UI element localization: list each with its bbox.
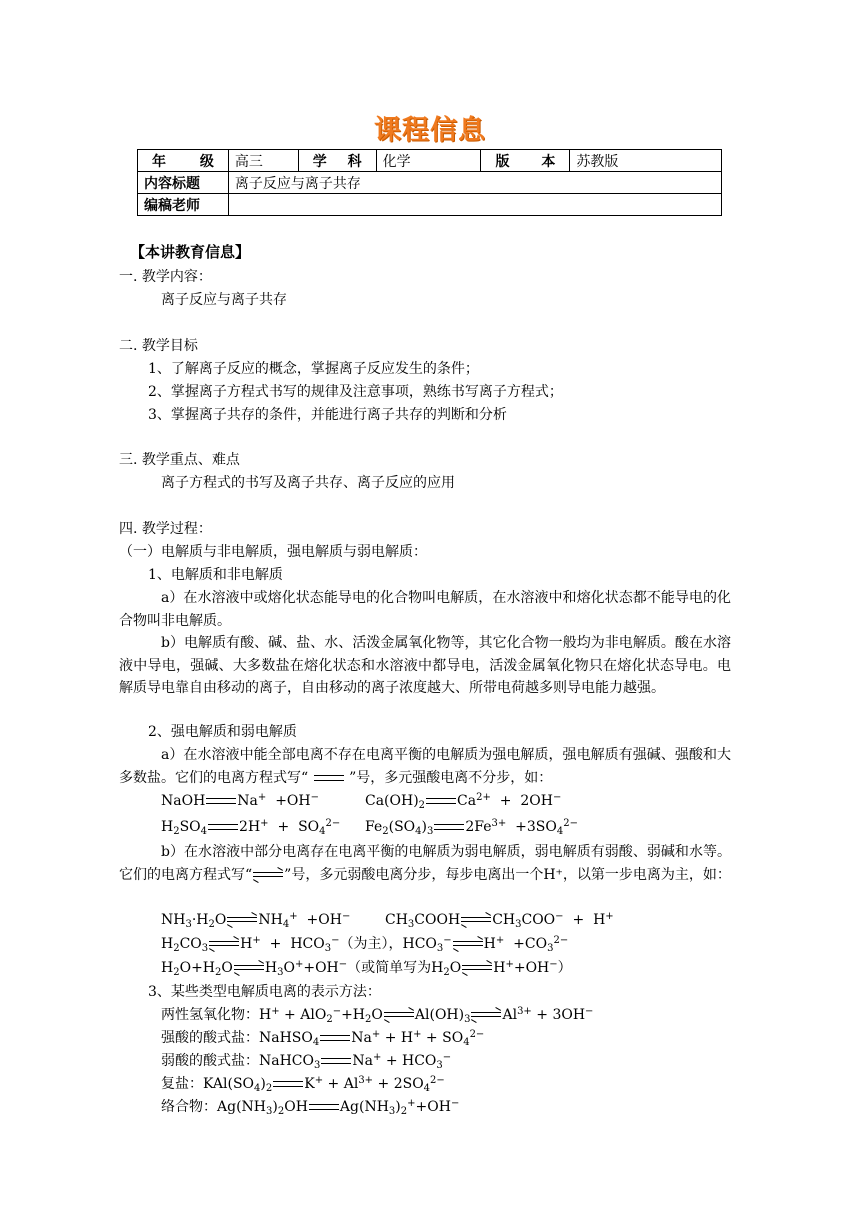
reversible-arrow-icon: [253, 871, 283, 879]
equation-h2so4: $H_2SO_4$ $2H^+ + SO_4^{2-}$: [161, 818, 341, 837]
equation-nahso4: 强酸的酸式盐：NaHSO$_4$ $Na^+ + H^+ + SO_4^{2-}$: [161, 1029, 485, 1048]
objective-item: 1、了解离子反应的概念，掌握离子反应发生的条件；: [148, 361, 479, 377]
equation-nh3h2o: $NH_3\cdot H_2O$ $NH_4^+ +OH^-$: [161, 911, 351, 930]
section-heading: 【本讲教育信息】: [130, 243, 251, 261]
section-4-title: 四. 教学过程：: [119, 521, 212, 537]
section-1-title: 一. 教学内容：: [119, 269, 212, 285]
editor-value: [228, 194, 721, 216]
edition-label: 版 本: [481, 150, 570, 172]
subject-value: 化学: [376, 150, 481, 172]
equation-fe2so43: $Fe_2(SO_4)_3$ $2Fe^{3+} +3SO_4^{2-}$: [365, 818, 578, 837]
equation-water: $H_2O+H_2O$ $H_3O^++OH^-$（或简单写为$H_2O$ H++OH−）: [161, 959, 572, 978]
equation-h2co3: $H_2CO_3$ $H^+ + HCO_3^-$（为主），$HCO_3^-$ $H^+ +CO_3^{2-}$: [161, 935, 569, 954]
part-1-sub-2: 2、强电解质和弱电解质: [148, 724, 297, 740]
section-2-title: 二. 教学目标: [119, 338, 198, 354]
paragraph-2a: a）在水溶液中能全部电离不存在电离平衡的电解质为强电解质，强电解质有强碱、强酸和大多数盐。它们的电离方程式写“ ”号，多元强酸电离不分步，如：: [119, 747, 731, 786]
objective-item: 3、掌握离子共存的条件，并能进行离子共存的判断和分析: [148, 407, 507, 423]
equation-amphoteric: 两性氢氧化物：$H^+ + AlO_2^-+H_2O$ $Al(OH)_3$ $Al^{3+} + 3OH^-$: [161, 1006, 594, 1025]
objective-item: 2、掌握离子方程式书写的规律及注意事项，熟练书写离子方程式；: [148, 384, 563, 400]
equation-caoh2: $Ca(OH)_2$ $Ca^{2+} + 2OH^-$: [365, 792, 562, 811]
subject-label: 学 科: [298, 150, 376, 172]
section-3-body: 离子方程式的书写及离子共存、离子反应的应用: [161, 475, 455, 491]
paragraph-1b: b）电解质有酸、碱、盐、水、活泼金属氧化物等，其它化合物一般均为非电解质。酸在水溶液中导电，强碱、大多数盐在熔化状态和水溶液中都导电，活泼金属氧化物只在熔化状态导电。电解质导电靠自由移动的离子，自由移动的离子浓度越大、所带电荷越多则导电能力越强。: [119, 635, 731, 696]
part-1-sub-3: 3、某些类型电解质电离的表示方法：: [148, 984, 381, 1000]
content-label: 内容标题: [138, 172, 229, 194]
editor-label: 编稿老师: [138, 194, 229, 216]
equation-kalso42: 复盐：$KAl(SO_4)_2$ $K^+ + Al^{3+} + 2SO_4^{2-}$: [161, 1075, 445, 1094]
content-value: 离子反应与离子共存: [228, 172, 721, 194]
page-title: 课程信息: [374, 115, 486, 146]
equation-naoh: NaOH Na+ +OH−: [161, 792, 320, 809]
equation-nahco3: 弱酸的酸式盐：NaHCO$_3$ $Na^+ + HCO_3^-$: [161, 1052, 452, 1071]
paragraph-1a: a）在水溶液中或熔化状态能导电的化合物叫电解质，在水溶液中和熔化状态都不能导电的化合物叫非电解质。: [119, 590, 731, 629]
equation-ch3cooh: $CH_3COOH$ $CH_3COO^- + H^+$: [385, 911, 614, 930]
paragraph-2b: b）在水溶液中部分电离存在电离平衡的电解质为弱电解质，弱电解质有弱酸、弱碱和水等。它们的电离方程式写“ ”号，多元弱酸电离分步，每步电离出一个H⁺，以第一步电离为主，如：: [119, 844, 731, 883]
equals-sign-icon: [314, 775, 344, 781]
grade-value: 高三: [228, 150, 298, 172]
course-info-table: [137, 149, 722, 216]
section-1-body: 离子反应与离子共存: [161, 292, 287, 308]
section-3-title: 三. 教学重点、难点: [119, 452, 240, 468]
part-1-title: （一）电解质与非电解质，强电解质与弱电解质：: [119, 544, 427, 560]
equation-complex: 络合物：$Ag(NH_3)_2OH$ $Ag(NH_3)_2^++OH^-$: [161, 1098, 460, 1117]
edition-value: 苏教版: [570, 150, 722, 172]
grade-label: 年 级: [138, 150, 229, 172]
part-1-sub-1: 1、电解质和非电解质: [148, 567, 283, 583]
